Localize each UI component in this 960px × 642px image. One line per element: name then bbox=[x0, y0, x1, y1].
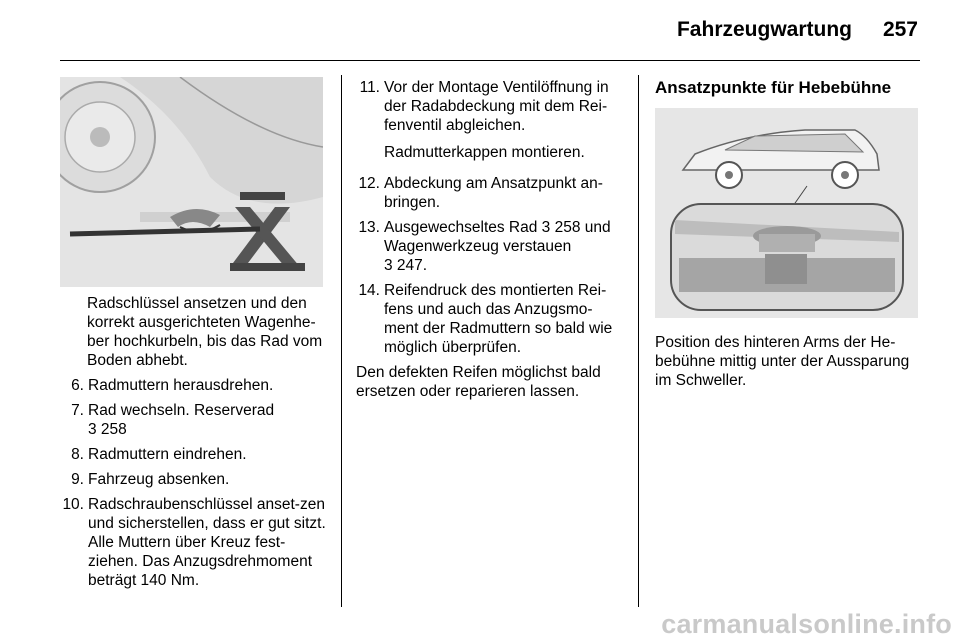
step-10: 10. Radschraubenschlüssel anset-zen und sicherstellen, dass er gut sitzt. Alle Muttern über Kreuz fest-ziehen. Das Anzugsdrehmoment beträgt 140 Nm. bbox=[62, 496, 326, 589]
step-5-continuation: Radschlüssel ansetzen und den korrekt ausgerichteten Wagenhe-ber hochkurbeln, bis das Rad vom Boden abhebt. bbox=[87, 295, 323, 369]
page-header bbox=[0, 0, 960, 62]
page-reference: 3 247. bbox=[384, 257, 428, 274]
column-divider-1 bbox=[341, 75, 342, 607]
header-rule bbox=[60, 60, 920, 61]
step-12: 12. Abdeckung am Ansatzpunkt an-bringen. bbox=[358, 175, 603, 211]
watermark: carmanualsonline.info bbox=[661, 609, 952, 639]
step-9: 9. Fahrzeug absenken. bbox=[71, 471, 230, 488]
lift-point-illustration bbox=[655, 108, 918, 318]
jack-illustration bbox=[60, 77, 323, 287]
step-7: 7. Rad wechseln. Reserverad 3 258 bbox=[71, 402, 275, 438]
right-text bbox=[655, 333, 923, 390]
section-heading: Ansatzpunkte für Hebebühne bbox=[655, 78, 892, 97]
middle-column bbox=[356, 78, 624, 401]
page-number: 257 bbox=[882, 18, 918, 41]
step-11: 11. Vor der Montage Ventilöffnung in der Radabdeckung mit dem Rei-fenventil abgleichen. Radmutterkappen montieren. bbox=[356, 78, 624, 168]
step-6: 6. Radmuttern herausdrehen. bbox=[71, 377, 274, 394]
right-column bbox=[655, 78, 923, 97]
closing-paragraph: Den defekten Reifen möglichst bald ersetzen oder reparieren lassen. bbox=[356, 364, 601, 400]
section-title: Fahrzeugwartung bbox=[676, 18, 852, 41]
page-reference: 3 258 bbox=[88, 421, 127, 438]
column-divider-2 bbox=[638, 75, 639, 607]
step-11-sub: Radmutterkappen montieren. bbox=[384, 144, 585, 161]
step-13: 13. Ausgewechseltes Rad 3 258 und Wagenwerkzeug verstauen 3 247. bbox=[358, 219, 611, 274]
lift-position-paragraph: Position des hinteren Arms der He-bebühne mittig unter der Aussparung im Schweller. bbox=[655, 334, 910, 389]
step-8: 8. Radmuttern eindrehen. bbox=[71, 446, 247, 463]
step-14: 14. Reifendruck des montierten Rei-fens und auch das Anzugsmo-ment der Radmuttern so bald wie möglich überprüfen. bbox=[358, 282, 613, 356]
left-column bbox=[60, 294, 326, 596]
